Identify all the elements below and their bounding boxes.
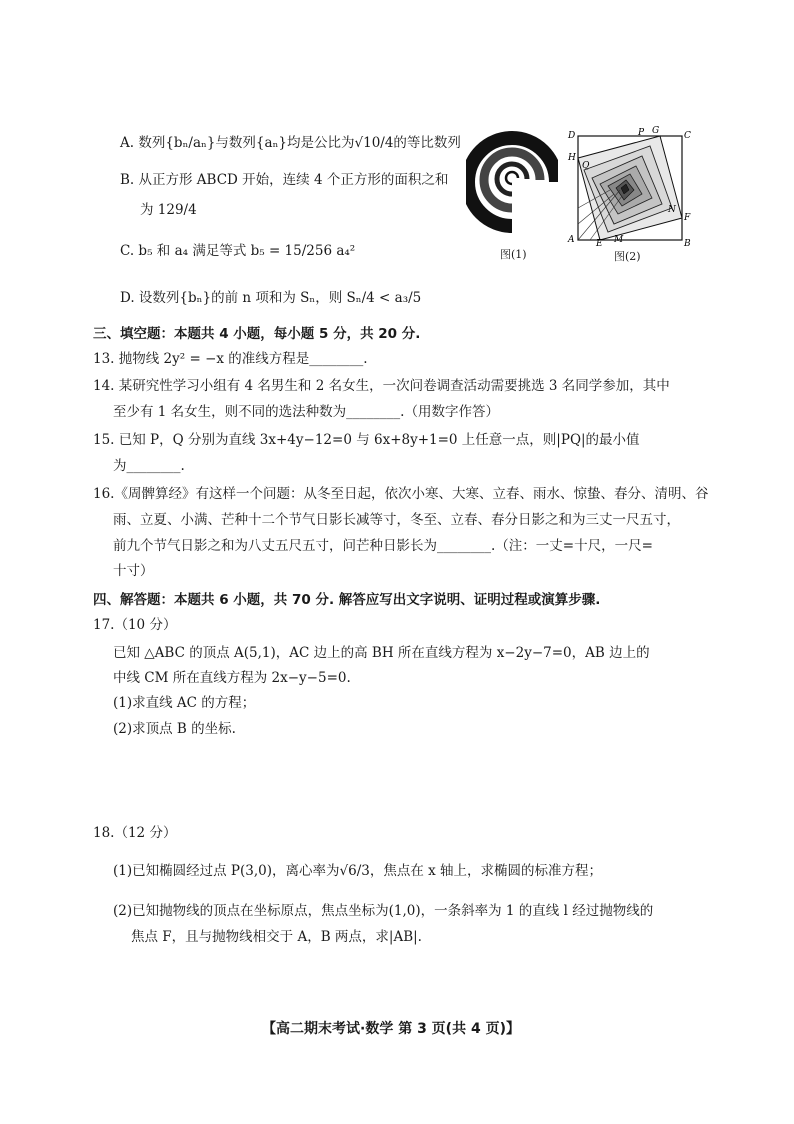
fig2-label-d: D xyxy=(568,131,576,141)
fig2-label-q: Q xyxy=(582,161,590,171)
question-15-line2: 为________. xyxy=(113,458,185,474)
fig2-label-g: G xyxy=(652,126,660,136)
option-b-line1 xyxy=(120,167,448,193)
option-d-text: D. 设数列{bₙ}的前 n 项和为 Sₙ，则 Sₙ/4 < a₃/5 xyxy=(120,290,422,306)
option-c xyxy=(120,238,355,264)
question-16-line2: 雨、立夏、小满、芒种十二个节气日影长减等寸，冬至、立春、春分日影之和为三丈一尺五寸， xyxy=(113,512,680,528)
figure-1-spiral xyxy=(466,128,558,238)
fig2-label-h: H xyxy=(568,153,576,163)
fig2-label-b: B xyxy=(684,239,691,246)
option-a xyxy=(120,130,461,156)
question-17-head: 17.（10 分） xyxy=(93,617,177,633)
section-3-heading: 三、填空题：本题共 4 小题，每小题 5 分，共 20 分. xyxy=(93,326,421,342)
question-18-part2-line2: 焦点 F，且与抛物线相交于 A，B 两点，求|AB|. xyxy=(131,929,422,945)
option-b-line2 xyxy=(140,197,197,223)
question-18-head: 18.（12 分） xyxy=(93,825,177,841)
figure-2-caption: 图(2) xyxy=(614,250,641,263)
question-15-line1: 15. 已知 P，Q 分别为直线 3x+4y−12=0 与 6x+8y+1=0 上任意一点，则|PQ|的最小值 xyxy=(93,432,640,448)
fig2-label-c: C xyxy=(684,131,691,141)
question-17-part1: (1)求直线 AC 的方程； xyxy=(113,695,256,711)
question-18-part1: (1)已知椭圆经过点 P(3,0)，离心率为√6/3，焦点在 x 轴上，求椭圆的标准方程； xyxy=(113,863,603,879)
question-14-line1: 14. 某研究性学习小组有 4 名男生和 2 名女生，一次问卷调查活动需要挑选 3 名同学参加，其中 xyxy=(93,378,670,394)
fig2-label-p: P xyxy=(638,128,645,138)
fig2-label-e: E xyxy=(596,239,603,246)
option-b-text: B. 从正方形 ABCD 开始，连续 4 个正方形的面积之和 xyxy=(120,172,449,188)
section-4-heading: 四、解答题：本题共 6 小题，共 70 分. 解答应写出文字说明、证明过程或演算步骤. xyxy=(93,592,601,608)
option-a-text: A. 数列{bₙ/aₙ}与数列{aₙ}均是公比为√10/4的等比数列 xyxy=(120,135,461,151)
question-16-line3: 前九个节气日影之和为八丈五尺五寸，问芒种日影长为________.（注：一丈=十尺，一尺= xyxy=(113,538,653,554)
question-17-line2: 中线 CM 所在直线方程为 2x−y−5=0. xyxy=(113,670,351,686)
question-18-part2-line1: (2)已知抛物线的顶点在坐标原点，焦点坐标为(1,0)，一条斜率为 1 的直线 l 经过抛物线的 xyxy=(113,903,654,919)
question-16-line4: 十寸） xyxy=(113,563,154,579)
figure-1-caption: 图(1) xyxy=(500,248,527,261)
fig2-label-a: A xyxy=(568,235,575,245)
fig2-label-f: F xyxy=(684,213,691,223)
option-b-value: 为 129/4 xyxy=(140,202,197,218)
question-17-part2: (2)求顶点 B 的坐标. xyxy=(113,721,236,737)
option-c-text: C. b₅ 和 a₄ 满足等式 b₅ = 15/256 a₄² xyxy=(120,243,356,259)
fig2-label-n: N xyxy=(668,205,676,215)
figure-2-squares xyxy=(564,124,694,246)
option-d xyxy=(120,285,421,311)
question-16-line1: 16.《周髀算经》有这样一个问题：从冬至日起，依次小寒、大寒、立春、雨水、惊蛰、春分、清明、谷 xyxy=(93,486,709,502)
question-13: 13. 抛物线 2y² = −x 的准线方程是________. xyxy=(93,351,368,367)
question-14-line2: 至少有 1 名女生，则不同的选法种数为________.（用数字作答） xyxy=(113,404,499,420)
fig2-label-m: M xyxy=(614,235,624,245)
page-footer: 【高二期末考试·数学 第 3 页(共 4 页)】 xyxy=(262,1021,520,1037)
question-17-line1: 已知 △ABC 的顶点 A(5,1)，AC 边上的高 BH 所在直线方程为 x−2y−7=0，AB 边上的 xyxy=(113,645,650,661)
